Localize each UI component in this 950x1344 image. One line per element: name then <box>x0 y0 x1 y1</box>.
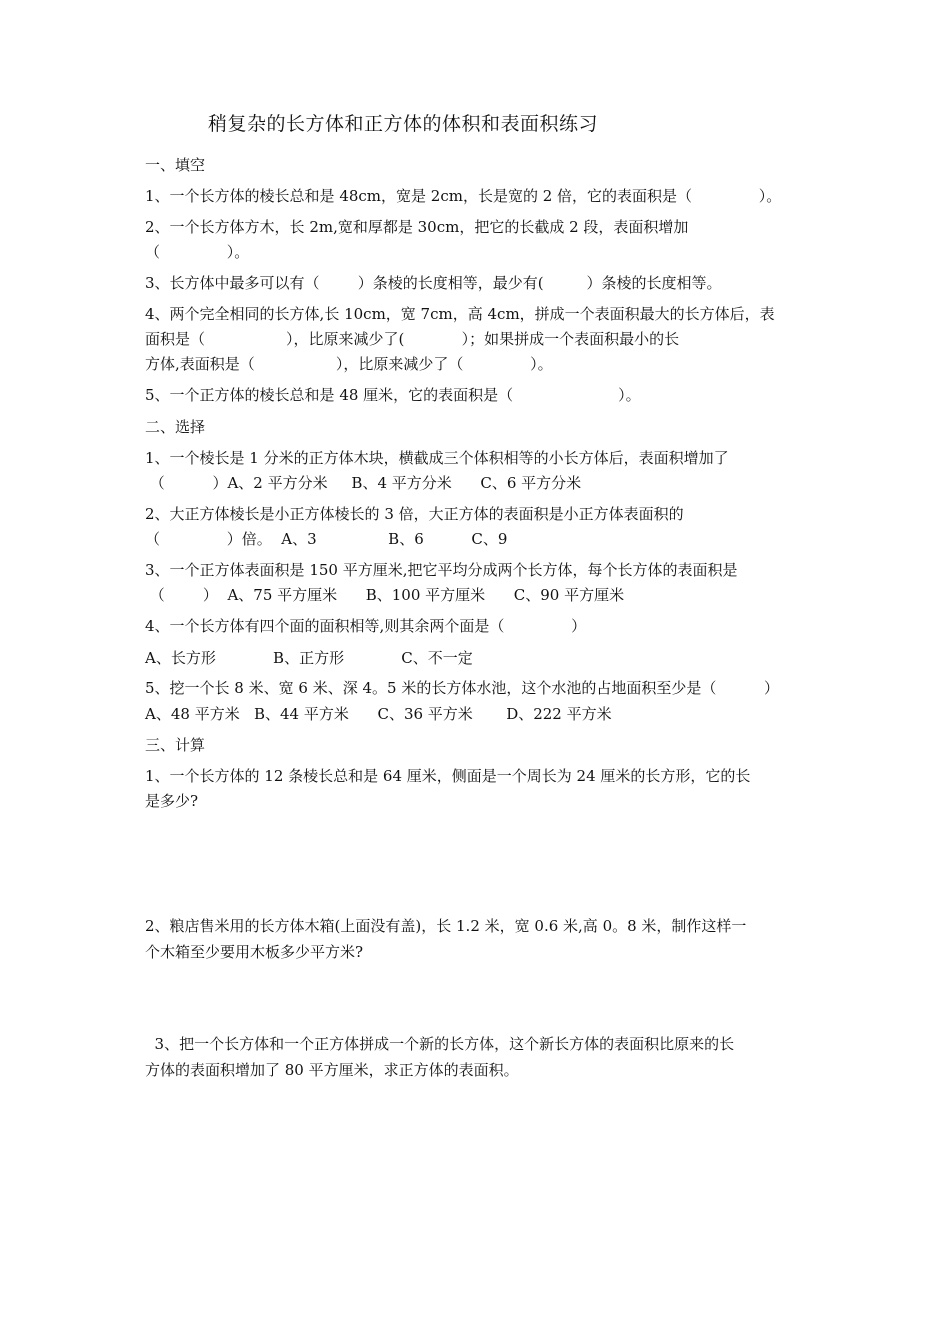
fill-question-5: 5、一个正方体的棱长总和是 48 厘米，它的表面积是（ ）。 <box>145 386 641 404</box>
choice-question-5-line-2: A、48 平方米 B、44 平方米 C、36 平方米 D、222 平方米 <box>145 705 612 723</box>
fill-question-2-line-2: （ ）。 <box>145 243 250 261</box>
choice-question-4-line-2: A、长方形 B、正方形 C、不一定 <box>145 649 473 667</box>
fill-question-4-line-3: 方体,表面积是（ ），比原来减少了（ ）。 <box>145 355 553 373</box>
choice-question-5-line-1: 5、挖一个长 8 米、宽 6 米、深 4。5 米的长方体水池，这个水池的占地面积至少是（ ） <box>145 679 780 697</box>
section-choice-heading: 二、选择 <box>145 418 206 436</box>
fill-question-1: 1、一个长方体的棱长总和是 48cm，宽是 2cm，长是宽的 2 倍，它的表面积是（ ）。 <box>145 187 782 205</box>
calc-question-3-line-1: 3、把一个长方体和一个正方体拼成一个新的长方体，这个新长方体的表面积比原来的长 <box>145 1035 735 1053</box>
calc-question-2-line-2: 个木箱至少要用木板多少平方米? <box>145 943 364 961</box>
choice-question-3-line-2: （ ） A、75 平方厘米 B、100 平方厘米 C、90 平方厘米 <box>145 586 625 604</box>
choice-question-1-line-2: （ ）A、2 平方分米 B、4 平方分米 C、6 平方分米 <box>145 474 582 492</box>
calc-question-2-line-1: 2、粮店售米用的长方体木箱(上面没有盖)，长 1.2 米，宽 0.6 米,高 0。8 米，制作这样一 <box>145 917 747 935</box>
choice-question-3-line-1: 3、一个正方体表面积是 150 平方厘米,把它平均分成两个长方体，每个长方体的表面积是 <box>145 561 738 579</box>
fill-question-4-line-1: 4、两个完全相同的长方体,长 10cm，宽 7cm，高 4cm，拼成一个表面积最大的长方体后，表 <box>145 305 775 323</box>
choice-question-2-line-1: 2、大正方体棱长是小正方体棱长的 3 倍，大正方体的表面积是小正方体表面积的 <box>145 505 684 523</box>
section-fill-heading: 一、填空 <box>145 156 206 174</box>
calc-question-3-line-2: 方体的表面积增加了 80 平方厘米，求正方体的表面积。 <box>145 1061 519 1079</box>
calc-question-1-line-1: 1、一个长方体的 12 条棱长总和是 64 厘米，侧面是一个周长为 24 厘米的长方形，它的长 <box>145 767 751 785</box>
calc-question-1-line-2: 是多少? <box>145 792 199 810</box>
page-title: 稍复杂的长方体和正方体的体积和表面积练习 <box>208 113 599 135</box>
fill-question-2-line-1: 2、一个长方体方木，长 2m,宽和厚都是 30cm，把它的长截成 2 段，表面积增加 <box>145 218 689 236</box>
choice-question-2-line-2: （ ）倍。 A、3 B、6 C、9 <box>145 530 508 548</box>
fill-question-4-line-2: 面积是（ ），比原来减少了( ）；如果拼成一个表面积最小的长 <box>145 330 680 348</box>
choice-question-4-line-1: 4、一个长方体有四个面的面积相等,则其余两个面是（ ） <box>145 617 587 635</box>
choice-question-1-line-1: 1、一个棱长是 1 分米的正方体木块，横截成三个体积相等的小长方体后，表面积增加了 <box>145 449 729 467</box>
fill-question-3: 3、长方体中最多可以有（ ）条棱的长度相等，最少有( ）条棱的长度相等。 <box>145 274 722 292</box>
section-calc-heading: 三、计算 <box>145 736 206 754</box>
